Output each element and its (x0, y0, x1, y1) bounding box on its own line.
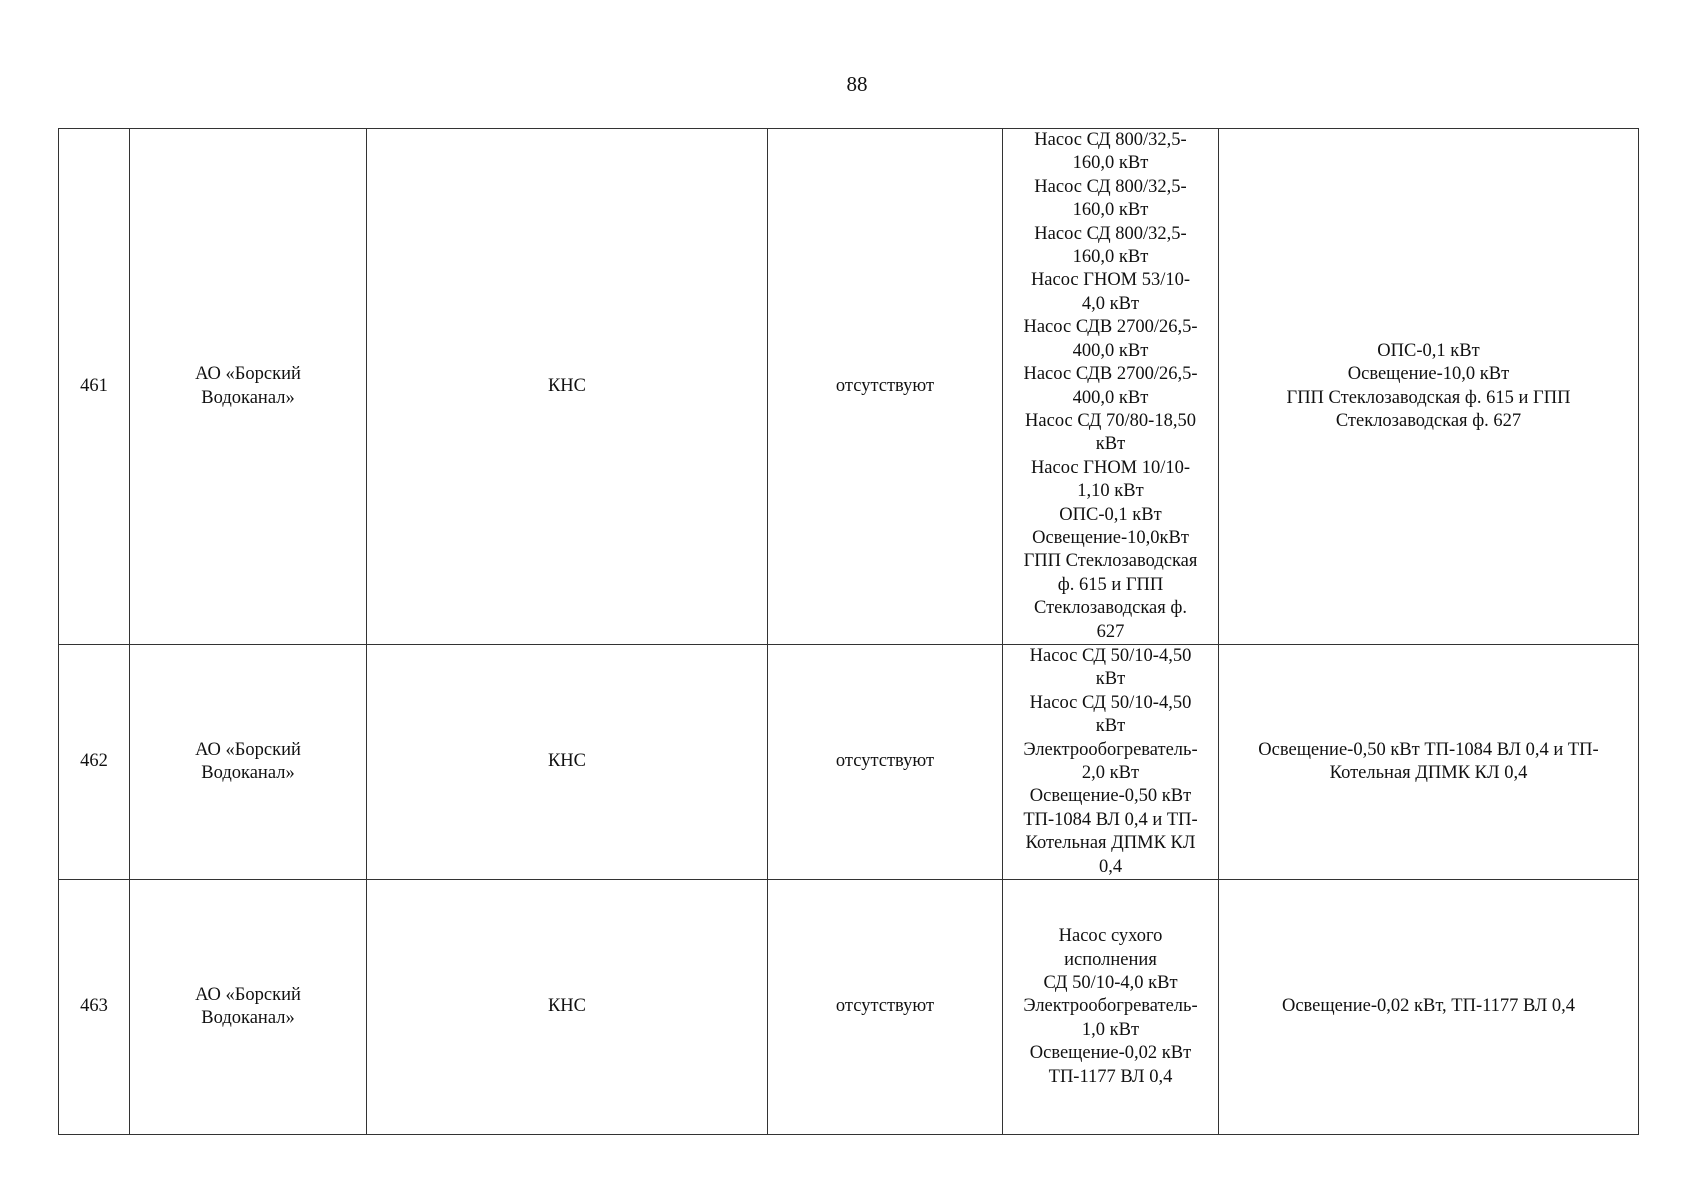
cell-text-line: 400,0 кВт (1072, 387, 1149, 408)
cell-text-line: Котельная ДПМК КЛ (1025, 833, 1196, 854)
cell-text-line: Насос СД 800/32,5- (1034, 176, 1187, 197)
cell-text-line: Насос ГНОМ 53/10- (1030, 270, 1191, 291)
cell-text-line: Освещение-0,02 кВт, ТП-1177 ВЛ 0,4 (1281, 996, 1575, 1017)
cell-text-line: Водоканал» (201, 763, 295, 784)
cell-text-line: 1,0 кВт (1081, 1019, 1140, 1040)
page-number: 88 (846, 72, 868, 96)
cell-text-line: 627 (1096, 621, 1125, 642)
cell-text-line: кВт (1095, 669, 1126, 690)
cell-text-line: Водоканал» (201, 387, 295, 408)
cell-text-line: ТП-1177 ВЛ 0,4 (1048, 1066, 1173, 1087)
status-cell: отсутствуют (768, 645, 1003, 880)
status-cell: отсутствуют (768, 129, 1003, 645)
power-supply-cell (1219, 880, 1639, 1135)
cell-text-line: Насос СД 50/10-4,50 (1029, 646, 1192, 666)
cell-text-line: 160,0 кВт (1072, 247, 1149, 268)
cell-text-line: Насос сухого (1058, 926, 1163, 947)
organization-cell (130, 880, 367, 1135)
cell-text-line: Стеклозаводская ф. (1034, 598, 1187, 619)
cell-text-line: 400,0 кВт (1072, 340, 1149, 361)
cell-text-line: 1,10 кВт (1077, 481, 1144, 502)
object-cell: КНС (367, 129, 768, 645)
power-supply-cell (1219, 129, 1639, 645)
cell-text-line: Котельная ДПМК КЛ 0,4 (1329, 763, 1528, 784)
cell-text-line: Насос СДВ 2700/26,5- (1023, 317, 1198, 338)
cell-text-line: Освещение-0,02 кВт (1029, 1043, 1192, 1064)
cell-text-line: 160,0 кВт (1072, 200, 1149, 221)
cell-text-line: ГПП Стеклозаводская ф. 615 и ГПП (1286, 387, 1571, 408)
cell-text-line: Насос СД 800/32,5- (1034, 223, 1187, 244)
cell-text-line: Освещение-0,50 кВт (1029, 786, 1192, 807)
registry-table (58, 128, 1639, 1135)
cell-text-line: Насос СД 800/32,5- (1034, 130, 1187, 151)
cell-text-line: Насос СД 50/10-4,50 (1029, 692, 1192, 713)
cell-text-line: исполнения (1064, 949, 1157, 970)
cell-text-line: 2,0 кВт (1081, 763, 1140, 784)
equipment-cell (1003, 645, 1219, 880)
organization-cell (130, 129, 367, 645)
equipment-cell (1003, 129, 1219, 645)
cell-text-line: Насос СДВ 2700/26,5- (1023, 364, 1198, 385)
power-supply-cell (1219, 645, 1639, 880)
cell-text-line: 160,0 кВт (1072, 153, 1149, 174)
cell-text-line: Освещение-10,0 кВт (1347, 364, 1510, 385)
object-cell: КНС (367, 645, 768, 880)
cell-text-line: Освещение-10,0кВт (1032, 527, 1189, 548)
cell-text-line: 0,4 (1098, 856, 1123, 877)
cell-text-line: АО «Борский (195, 364, 301, 385)
cell-text-line: АО «Борский (195, 739, 301, 760)
cell-text-line: ф. 615 и ГПП (1057, 574, 1164, 595)
status-cell: отсутствуют (768, 880, 1003, 1135)
row-number-cell: 461 (59, 129, 130, 645)
cell-text-line: ОПС-0,1 кВт (1377, 340, 1480, 361)
table-row (59, 880, 1639, 1135)
table-row (59, 645, 1639, 880)
organization-cell (130, 645, 367, 880)
cell-text-line: Водоканал» (201, 1008, 295, 1029)
cell-text-line: 4,0 кВт (1081, 293, 1140, 314)
cell-text-line: Электрообогреватель- (1023, 996, 1198, 1017)
cell-text-line: Стеклозаводская ф. 627 (1335, 410, 1522, 431)
cell-text-line: ГПП Стеклозаводская (1023, 551, 1198, 572)
cell-text-line: Электрообогреватель- (1023, 739, 1198, 760)
equipment-cell (1003, 880, 1219, 1135)
cell-text-line: ОПС-0,1 кВт (1059, 504, 1162, 525)
cell-text-line: кВт (1095, 716, 1126, 737)
cell-text-line: Освещение-0,50 кВт ТП-1084 ВЛ 0,4 и ТП- (1258, 739, 1599, 760)
row-number-cell: 463 (59, 880, 130, 1135)
cell-text-line: Насос ГНОМ 10/10- (1030, 457, 1191, 478)
cell-text-line: кВт (1095, 434, 1126, 455)
row-number-cell: 462 (59, 645, 130, 880)
cell-text-line: ТП-1084 ВЛ 0,4 и ТП- (1023, 809, 1198, 830)
cell-text-line: Насос СД 70/80-18,50 (1025, 410, 1196, 431)
object-cell: КНС (367, 880, 768, 1135)
cell-text-line: СД 50/10-4,0 кВт (1043, 972, 1178, 993)
cell-text-line: АО «Борский (195, 984, 301, 1005)
table-row (59, 129, 1639, 645)
